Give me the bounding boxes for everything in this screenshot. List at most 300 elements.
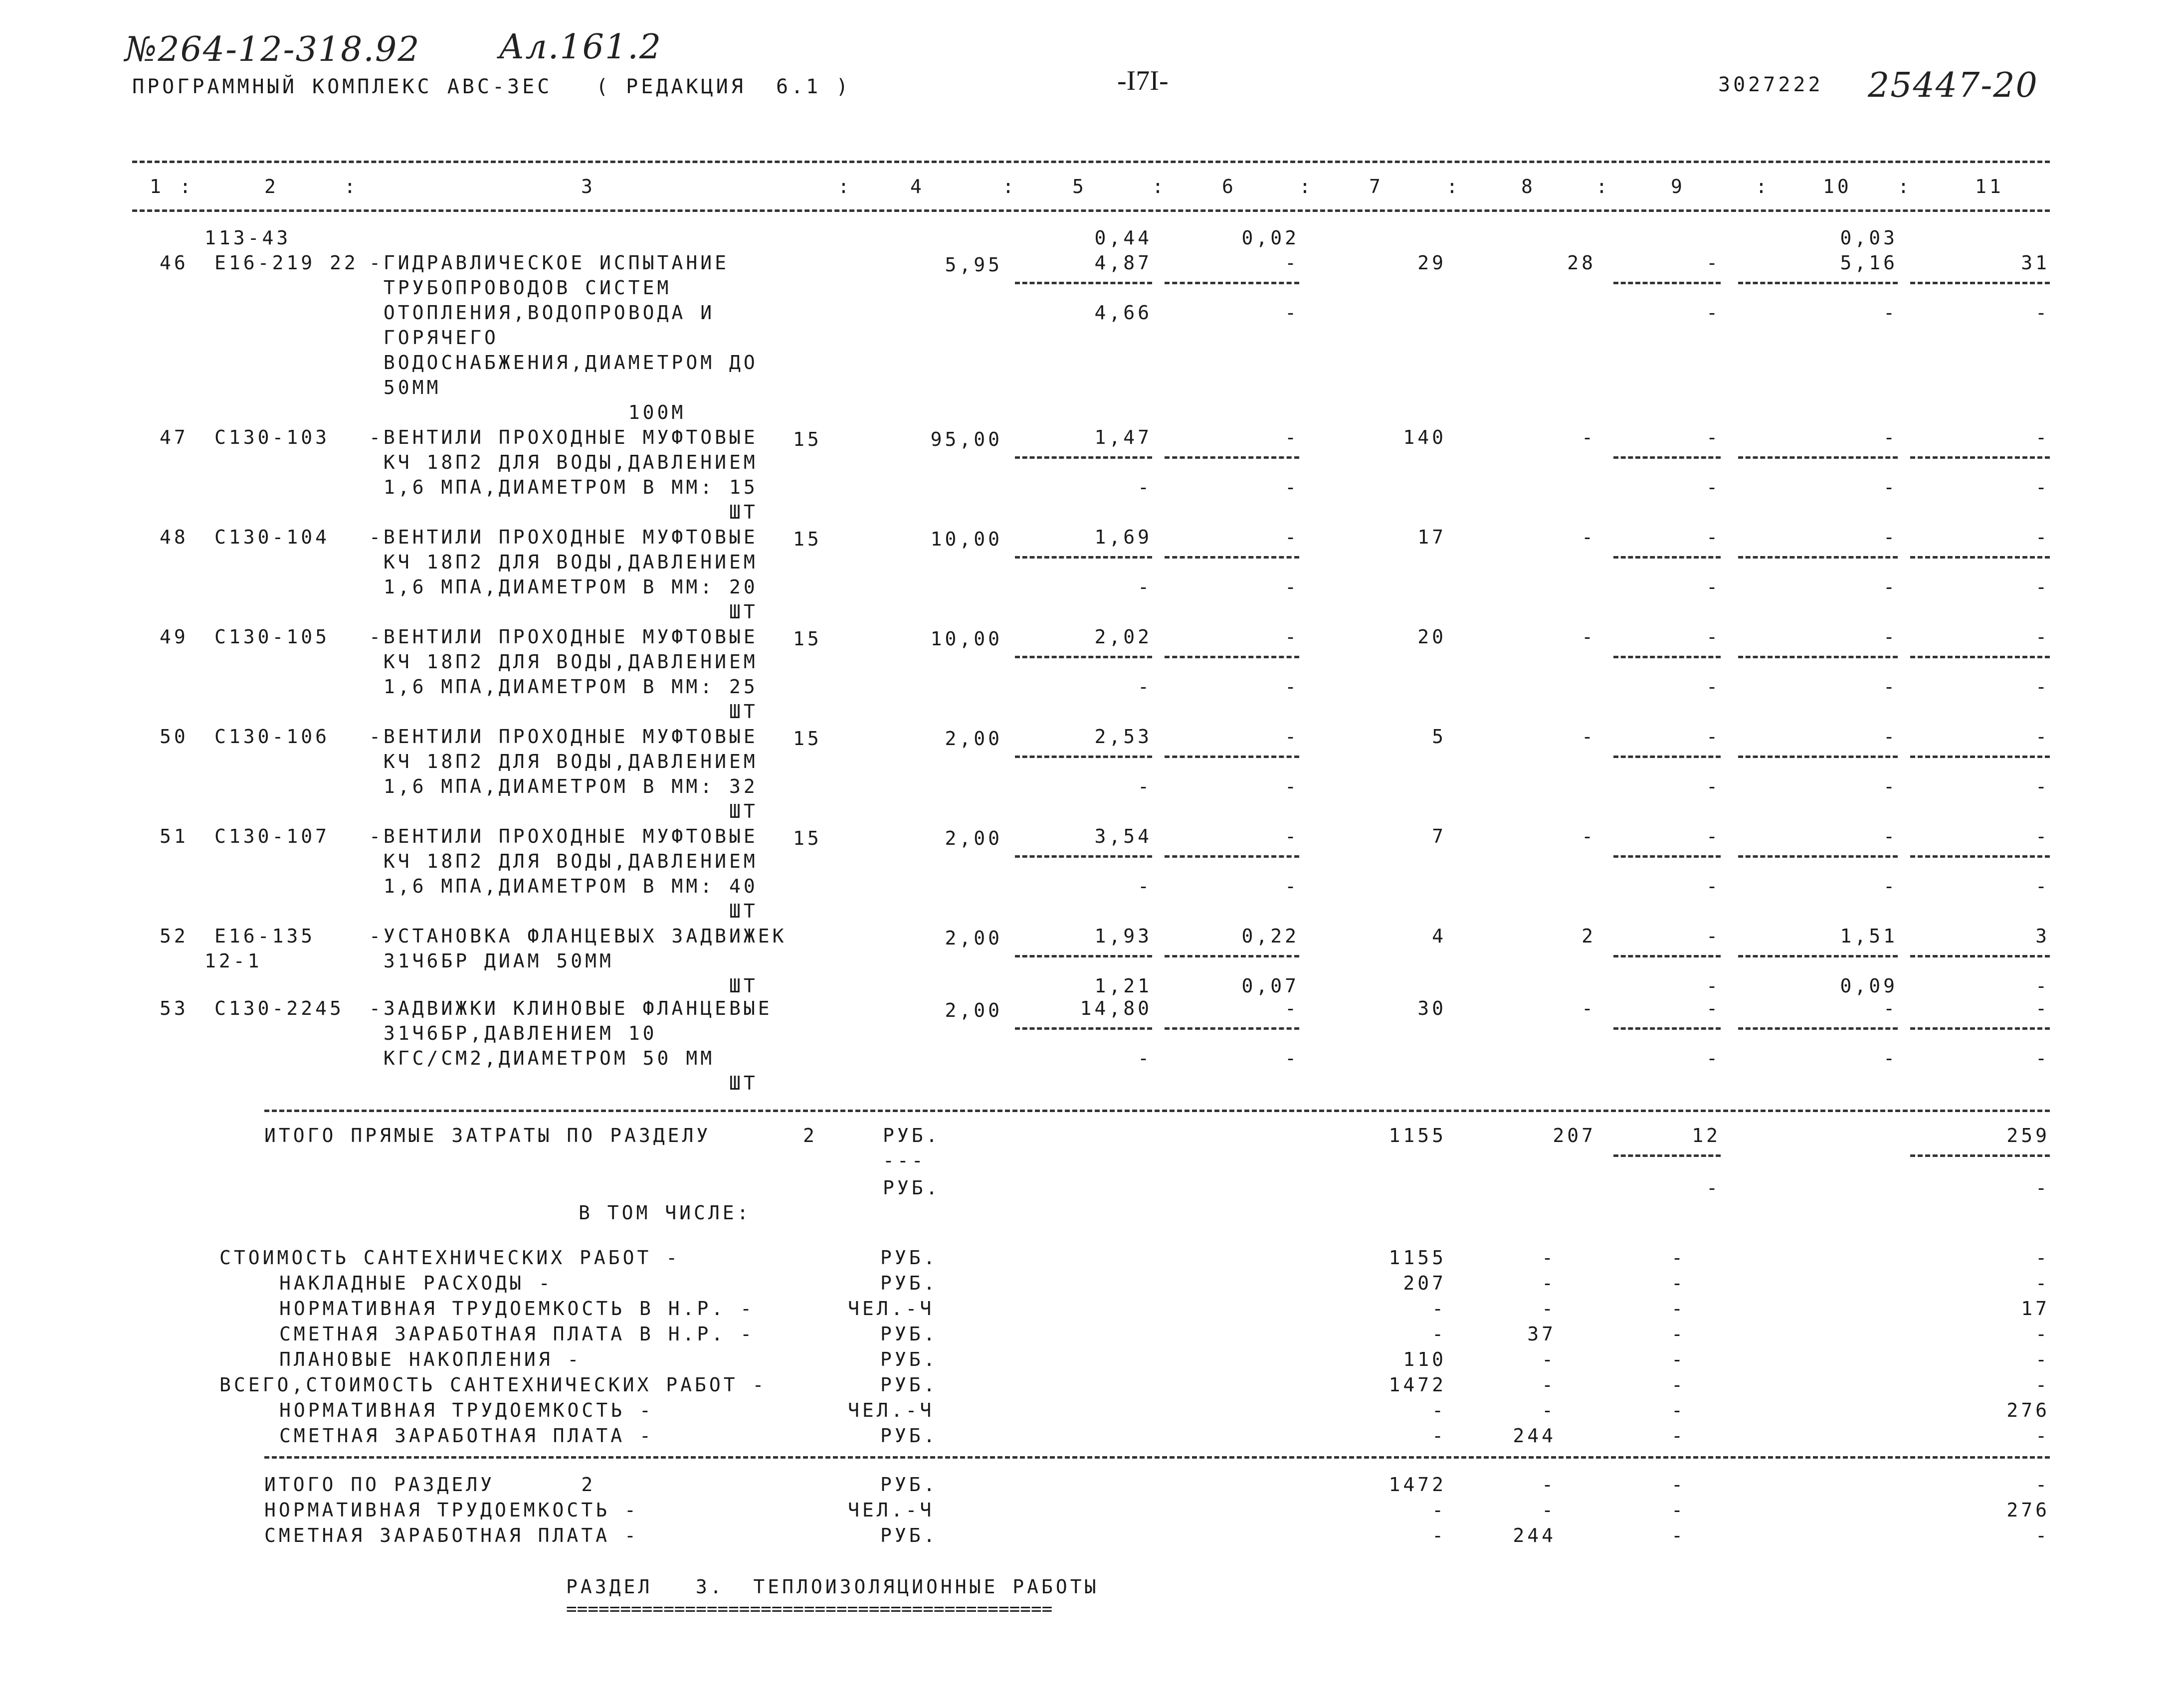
- row-number: 50: [160, 726, 189, 748]
- item-unit-count: 15: [793, 827, 822, 849]
- summary-c8: -: [1542, 1399, 1556, 1421]
- handwritten-code: 25447-20: [1868, 66, 2038, 105]
- item-description-line: 1,6 МПА,ДИАМЕТРОМ В ММ: 40: [369, 875, 758, 897]
- top-rule: [132, 161, 2050, 163]
- c11-value: -: [2035, 825, 2050, 847]
- c7-value: 4: [1432, 925, 1446, 947]
- item-description-line: КЧ 18П2 ДЛЯ ВОДЫ,ДАВЛЕНИЕМ: [369, 451, 758, 473]
- column-separator: :: [344, 176, 359, 197]
- c9-value-lower: -: [1706, 302, 1721, 324]
- summary-c8: 244: [1513, 1425, 1556, 1447]
- sub-rule: [1738, 456, 1898, 459]
- summary-unit: ЧЕЛ.-Ч: [848, 1298, 935, 1320]
- c9-value-lower: -: [1706, 975, 1721, 997]
- item-code-continuation: 12-1: [204, 950, 262, 972]
- sub-rule: [1910, 756, 2050, 758]
- summary-c7: 110: [1403, 1348, 1446, 1370]
- summary-c11: 276: [2006, 1399, 2050, 1421]
- summary-unit: ЧЕЛ.-Ч: [848, 1399, 935, 1421]
- item-description-line: КЧ 18П2 ДЛЯ ВОДЫ,ДАВЛЕНИЕМ: [369, 751, 758, 772]
- quantity-value: 2,00: [945, 927, 1002, 949]
- c9-value-lower: -: [1706, 1047, 1721, 1069]
- c10-value-lower: -: [1883, 875, 1898, 897]
- sub-rule: [1613, 955, 1721, 957]
- c9-value-lower: -: [1706, 676, 1721, 698]
- sub-rule: [1613, 282, 1721, 284]
- c10-value: -: [1883, 997, 1898, 1019]
- total-direct-c8: 207: [1553, 1125, 1596, 1146]
- column-header-6: 6: [1222, 176, 1236, 197]
- summary-c8: -: [1542, 1247, 1556, 1269]
- quantity-value: 2,00: [945, 827, 1002, 849]
- column-header-4: 4: [910, 176, 925, 197]
- sub-rule: [1738, 855, 1898, 858]
- sub-rule: [1738, 756, 1898, 758]
- row-number: 47: [160, 426, 189, 448]
- c7-value: 20: [1417, 626, 1446, 648]
- c6-value-lower: -: [1285, 676, 1299, 698]
- item-description-line: 1,6 МПА,ДИАМЕТРОМ В ММ: 32: [369, 775, 758, 797]
- total-direct-dash: ---: [883, 1149, 926, 1171]
- column-separator: :: [838, 176, 852, 197]
- c6-value-lower: -: [1285, 302, 1299, 324]
- program-title: ПРОГРАММНЫЙ КОМПЛЕКС АВС-3ЕС: [132, 75, 553, 98]
- row-number: 46: [160, 252, 189, 274]
- column-separator: :: [1446, 176, 1461, 197]
- sub-rule: [1910, 1027, 2050, 1030]
- item-description-line: -ЗАДВИЖКИ КЛИНОВЫЕ ФЛАНЦЕВЫЕ: [369, 997, 773, 1019]
- section-total-unit: ЧЕЛ.-Ч: [848, 1499, 935, 1521]
- summary-unit: РУБ.: [880, 1374, 938, 1396]
- c8-value: -: [1582, 626, 1596, 648]
- column-separator: :: [1898, 176, 1912, 197]
- column-header-8: 8: [1521, 176, 1536, 197]
- c7-value: 7: [1432, 825, 1446, 847]
- c10-value-lower: -: [1883, 775, 1898, 797]
- c8-value: 28: [1567, 252, 1596, 274]
- c9-value: -: [1706, 726, 1721, 748]
- c10-value: -: [1883, 526, 1898, 548]
- item-description-line: ШТ: [369, 975, 758, 997]
- sub-rule: [1613, 456, 1721, 459]
- item-description-line: КГС/СМ2,ДИАМЕТРОМ 50 ММ: [369, 1047, 715, 1069]
- c6-value: -: [1285, 426, 1299, 448]
- sub-rule: [1015, 656, 1152, 658]
- section-total-c8: -: [1542, 1474, 1556, 1496]
- c11-value-lower: -: [2035, 875, 2050, 897]
- column-separator: :: [1002, 176, 1017, 197]
- c6-value: -: [1285, 997, 1299, 1019]
- section-total-unit: РУБ.: [880, 1474, 938, 1496]
- c11-value: 31: [2021, 252, 2050, 274]
- section-total-label: ИТОГО ПО РАЗДЕЛУ 2: [264, 1474, 596, 1496]
- c6-value-lower: 0,07: [1241, 975, 1299, 997]
- summary-c9: -: [1671, 1272, 1686, 1294]
- summary-unit: РУБ.: [880, 1272, 938, 1294]
- c6-value-lower: -: [1285, 576, 1299, 598]
- edition-label: ( РЕДАКЦИЯ 6.1 ): [596, 75, 851, 98]
- summary-label: ПЛАНОВЫЕ НАКОПЛЕНИЯ -: [279, 1348, 582, 1370]
- c7-value: 140: [1403, 426, 1446, 448]
- c10-value-lower: -: [1883, 1047, 1898, 1069]
- sub-rule: [1165, 855, 1299, 858]
- c6-value: -: [1285, 526, 1299, 548]
- c7-value: 29: [1417, 252, 1446, 274]
- c6-value-lower: -: [1285, 1047, 1299, 1069]
- c10-value: 5,16: [1840, 252, 1898, 274]
- row-number: 53: [160, 997, 189, 1019]
- quantity-value: 10,00: [930, 628, 1002, 650]
- item-description-line: 31Ч6БР,ДАВЛЕНИЕМ 10: [369, 1022, 657, 1044]
- c5-value: 2,02: [1094, 626, 1152, 648]
- summary-c9: -: [1671, 1399, 1686, 1421]
- c5-value: 4,87: [1094, 252, 1152, 274]
- item-description-line: -ВЕНТИЛИ ПРОХОДНЫЕ МУФТОВЫЕ: [369, 526, 758, 548]
- summary-c11: -: [2035, 1247, 2050, 1269]
- c10-value: -: [1883, 626, 1898, 648]
- summary-c11: -: [2035, 1323, 2050, 1345]
- sub-rule: [1910, 955, 2050, 957]
- sub-rule: [1165, 756, 1299, 758]
- c6-value: -: [1285, 252, 1299, 274]
- item-description-line: ОТОПЛЕНИЯ,ВОДОПРОВОДА И: [369, 302, 715, 324]
- c8-value: 2: [1582, 925, 1596, 947]
- summary-c11: -: [2035, 1425, 2050, 1447]
- column-header-2: 2: [264, 176, 279, 197]
- sub-rule: [1738, 1027, 1898, 1030]
- item-unit-count: 15: [793, 528, 822, 550]
- c5-value: 3,54: [1094, 825, 1152, 847]
- c10-value: 0,03: [1840, 227, 1898, 249]
- row-number: 52: [160, 925, 189, 947]
- c11-value: -: [2035, 726, 2050, 748]
- c5-value: 2,53: [1094, 726, 1152, 748]
- column-separator: :: [1299, 176, 1314, 197]
- item-code: С130-104: [214, 526, 330, 548]
- c5-value-lower: -: [1138, 576, 1152, 598]
- sub-rule: [1015, 955, 1152, 957]
- sub-rule: [1910, 556, 2050, 559]
- section-total-c7: -: [1432, 1524, 1446, 1546]
- summary-c11: -: [2035, 1272, 2050, 1294]
- c9-value: -: [1706, 252, 1721, 274]
- c5-value-lower: 1,21: [1094, 975, 1152, 997]
- section-total-c7: 1472: [1388, 1474, 1446, 1496]
- c10-value: -: [1883, 825, 1898, 847]
- c10-value: -: [1883, 426, 1898, 448]
- quantity-value: 5,95: [945, 254, 1002, 276]
- summary-label: НАКЛАДНЫЕ РАСХОДЫ -: [279, 1272, 553, 1294]
- item-code: С130-106: [214, 726, 330, 748]
- c10-value: 1,51: [1840, 925, 1898, 947]
- c7-value: 17: [1417, 526, 1446, 548]
- c10-value: -: [1883, 726, 1898, 748]
- c9-value: -: [1706, 825, 1721, 847]
- summary-c7: 1472: [1388, 1374, 1446, 1396]
- item-description-line: -ВЕНТИЛИ ПРОХОДНЫЕ МУФТОВЫЕ: [369, 825, 758, 847]
- sub-rule: [1165, 955, 1299, 957]
- c9-value: -: [1706, 997, 1721, 1019]
- c11-value-lower: -: [2035, 1047, 2050, 1069]
- sub-rule: [1165, 1027, 1299, 1030]
- total-direct-c7: 1155: [1388, 1125, 1446, 1146]
- summary-c9: -: [1671, 1298, 1686, 1320]
- column-header-3: 3: [581, 176, 595, 197]
- section-total-c8: -: [1542, 1499, 1556, 1521]
- c11-value-lower: -: [2035, 975, 2050, 997]
- column-header-9: 9: [1671, 176, 1685, 197]
- summary-unit: РУБ.: [880, 1425, 938, 1447]
- summary-c8: -: [1542, 1348, 1556, 1370]
- sub-rule: [1613, 756, 1721, 758]
- column-header-7: 7: [1369, 176, 1384, 197]
- quantity-value: 2,00: [945, 728, 1002, 750]
- section-total-label: НОРМАТИВНАЯ ТРУДОЕМКОСТЬ -: [264, 1499, 639, 1521]
- summary-c8: -: [1542, 1272, 1556, 1294]
- c7-value: 5: [1432, 726, 1446, 748]
- item-description-line: -УСТАНОВКА ФЛАНЦЕВЫХ ЗАДВИЖЕК: [369, 925, 787, 947]
- item-code: С130-107: [214, 825, 330, 847]
- c10-value-lower: 0,09: [1840, 975, 1898, 997]
- handwritten-doc-number: №264-12-318.92: [125, 30, 420, 69]
- sub-rule: [1910, 282, 2050, 284]
- item-code: С130-103: [214, 426, 330, 448]
- sub-rule: [1165, 456, 1299, 459]
- c11-value: -: [2035, 526, 2050, 548]
- sub-rule: [1613, 656, 1721, 658]
- section-total-c11: 276: [2006, 1499, 2050, 1521]
- section-total-c11: -: [2035, 1524, 2050, 1546]
- sub-rule: [1015, 282, 1152, 284]
- section-total-rule: [264, 1456, 2050, 1459]
- item-description-line: ШТ: [369, 701, 758, 723]
- c5-value-lower: -: [1138, 676, 1152, 698]
- item-code: С130-2245: [214, 997, 344, 1019]
- sub-rule: [1015, 855, 1152, 858]
- summary-unit: РУБ.: [880, 1247, 938, 1269]
- item-description-line: ШТ: [369, 1072, 758, 1094]
- totals-rule: [264, 1110, 2050, 1112]
- sub-rule: [1165, 282, 1299, 284]
- next-section-underline: =============================================: [566, 1599, 1053, 1619]
- c11-value: 3: [2035, 925, 2050, 947]
- item-description-line: 50ММ: [369, 377, 441, 398]
- c11-value-lower: -: [2035, 775, 2050, 797]
- sub-rule: [1910, 1154, 2050, 1157]
- c9-value: -: [1706, 426, 1721, 448]
- item-code: Е16-135: [214, 925, 316, 947]
- item-unit-count: 15: [793, 428, 822, 450]
- summary-c9: -: [1671, 1425, 1686, 1447]
- sub-rule: [1015, 1027, 1152, 1030]
- section-total-unit: РУБ.: [880, 1524, 938, 1546]
- item-description-line: ШТ: [369, 800, 758, 822]
- c8-value: -: [1582, 825, 1596, 847]
- c11-value-lower: -: [2035, 676, 2050, 698]
- item-code: Е16-219 22: [214, 252, 359, 274]
- summary-c9: -: [1671, 1348, 1686, 1370]
- item-description-line: 1,6 МПА,ДИАМЕТРОМ В ММ: 15: [369, 476, 758, 498]
- item-description-line: ВОДОСНАБЖЕНИЯ,ДИАМЕТРОМ ДО: [369, 352, 758, 374]
- sub-rule: [1165, 656, 1299, 658]
- sub-rule: [1613, 1154, 1721, 1157]
- summary-unit: РУБ.: [880, 1348, 938, 1370]
- next-section-heading: РАЗДЕЛ 3. ТЕПЛОИЗОЛЯЦИОННЫЕ РАБОТЫ: [566, 1576, 1099, 1598]
- item-code: 113-43: [204, 227, 291, 249]
- c5-value: 1,93: [1094, 925, 1152, 947]
- section-total-c9: -: [1671, 1474, 1686, 1496]
- c11-value: -: [2035, 426, 2050, 448]
- item-description-line: 100М: [369, 401, 686, 423]
- c5-value-lower: -: [1138, 875, 1152, 897]
- total-direct-c11-lower: -: [2035, 1177, 2050, 1199]
- c11-value-lower: -: [2035, 476, 2050, 498]
- c5-value: 0,44: [1094, 227, 1152, 249]
- total-direct-c9: 12: [1692, 1125, 1721, 1146]
- c6-value-lower: -: [1285, 476, 1299, 498]
- c8-value: -: [1582, 526, 1596, 548]
- summary-unit: РУБ.: [880, 1323, 938, 1345]
- summary-label: СТОИМОСТЬ САНТЕХНИЧЕСКИХ РАБОТ -: [219, 1247, 681, 1269]
- c6-value: 0,02: [1241, 227, 1299, 249]
- item-description-line: -ВЕНТИЛИ ПРОХОДНЫЕ МУФТОВЫЕ: [369, 426, 758, 448]
- column-separator: :: [1596, 176, 1610, 197]
- c9-value: -: [1706, 925, 1721, 947]
- sub-rule: [1910, 656, 2050, 658]
- c9-value: -: [1706, 626, 1721, 648]
- sub-rule: [1910, 456, 2050, 459]
- c11-value: -: [2035, 626, 2050, 648]
- summary-label: СМЕТНАЯ ЗАРАБОТНАЯ ПЛАТА В Н.Р. -: [279, 1323, 755, 1345]
- summary-c7: -: [1432, 1425, 1446, 1447]
- c9-value: -: [1706, 526, 1721, 548]
- sub-rule: [1738, 656, 1898, 658]
- item-description-line: 1,6 МПА,ДИАМЕТРОМ В ММ: 25: [369, 676, 758, 698]
- sub-rule: [1165, 556, 1299, 559]
- c9-value-lower: -: [1706, 476, 1721, 498]
- sub-rule: [1910, 855, 2050, 858]
- item-description-line: ШТ: [369, 601, 758, 623]
- total-direct-section: 2: [803, 1125, 817, 1146]
- c5-value-lower: 4,66: [1094, 302, 1152, 324]
- section-total-label: СМЕТНАЯ ЗАРАБОТНАЯ ПЛАТА -: [264, 1524, 639, 1546]
- sub-rule: [1738, 556, 1898, 559]
- item-description-line: КЧ 18П2 ДЛЯ ВОДЫ,ДАВЛЕНИЕМ: [369, 551, 758, 573]
- summary-c8: 37: [1527, 1323, 1556, 1345]
- c11-value-lower: -: [2035, 576, 2050, 598]
- row-number: 48: [160, 526, 189, 548]
- item-unit-count: 15: [793, 628, 822, 650]
- summary-c7: -: [1432, 1399, 1446, 1421]
- column-separator: :: [180, 176, 194, 197]
- page-number: -I7I-: [1117, 65, 1169, 96]
- summary-c8: -: [1542, 1374, 1556, 1396]
- summary-c7: 207: [1403, 1272, 1446, 1294]
- summary-c11: -: [2035, 1348, 2050, 1370]
- section-total-c7: -: [1432, 1499, 1446, 1521]
- c11-value-lower: -: [2035, 302, 2050, 324]
- item-description-line: КЧ 18П2 ДЛЯ ВОДЫ,ДАВЛЕНИЕМ: [369, 850, 758, 872]
- item-description-line: ШТ: [369, 501, 758, 523]
- summary-label: НОРМАТИВНАЯ ТРУДОЕМКОСТЬ В Н.Р. -: [279, 1298, 755, 1320]
- header-bottom-rule: [132, 209, 2050, 212]
- c10-value-lower: -: [1883, 676, 1898, 698]
- c10-value-lower: -: [1883, 476, 1898, 498]
- c7-value: 30: [1417, 997, 1446, 1019]
- c5-value: 1,69: [1094, 526, 1152, 548]
- column-header-10: 10: [1823, 176, 1852, 197]
- c6-value-lower: -: [1285, 875, 1299, 897]
- c5-value-lower: -: [1138, 1047, 1152, 1069]
- item-description-line: ШТ: [369, 900, 758, 922]
- summary-c7: -: [1432, 1298, 1446, 1320]
- section-total-c8: 244: [1513, 1524, 1556, 1546]
- including-label: В ТОМ ЧИСЛЕ:: [579, 1202, 752, 1224]
- c9-value-lower: -: [1706, 775, 1721, 797]
- column-header-5: 5: [1072, 176, 1087, 197]
- item-description-line: -ВЕНТИЛИ ПРОХОДНЫЕ МУФТОВЫЕ: [369, 626, 758, 648]
- summary-c9: -: [1671, 1247, 1686, 1269]
- c9-value-lower: -: [1706, 576, 1721, 598]
- c6-value: -: [1285, 726, 1299, 748]
- row-number: 49: [160, 626, 189, 648]
- quantity-value: 95,00: [930, 428, 1002, 450]
- section-total-c9: -: [1671, 1524, 1686, 1546]
- c6-value-lower: -: [1285, 775, 1299, 797]
- row-number: 51: [160, 825, 189, 847]
- summary-label: ВСЕГО,СТОИМОСТЬ САНТЕХНИЧЕСКИХ РАБОТ -: [219, 1374, 767, 1396]
- sub-rule: [1738, 282, 1898, 284]
- sub-rule: [1015, 456, 1152, 459]
- document-code: 3027222: [1718, 73, 1823, 96]
- summary-label: СМЕТНАЯ ЗАРАБОТНАЯ ПЛАТА -: [279, 1425, 654, 1447]
- summary-label: НОРМАТИВНАЯ ТРУДОЕМКОСТЬ -: [279, 1399, 654, 1421]
- sub-rule: [1613, 855, 1721, 858]
- item-description-line: 31Ч6БР ДИАМ 50ММ: [369, 950, 614, 972]
- summary-c11: 17: [2021, 1298, 2050, 1320]
- item-unit-count: 15: [793, 728, 822, 750]
- c8-value: -: [1582, 726, 1596, 748]
- c11-value: -: [2035, 997, 2050, 1019]
- quantity-value: 10,00: [930, 528, 1002, 550]
- section-total-c9: -: [1671, 1499, 1686, 1521]
- item-description-line: -ГИДРАВЛИЧЕСКОЕ ИСПЫТАНИЕ: [369, 252, 729, 274]
- total-direct-c9-lower: -: [1706, 1177, 1721, 1199]
- item-description-line: ГОРЯЧЕГО: [369, 327, 499, 349]
- c5-value: 14,80: [1080, 997, 1152, 1019]
- c9-value-lower: -: [1706, 875, 1721, 897]
- c8-value: -: [1582, 426, 1596, 448]
- column-separator: :: [1152, 176, 1167, 197]
- item-description-line: КЧ 18П2 ДЛЯ ВОДЫ,ДАВЛЕНИЕМ: [369, 651, 758, 673]
- summary-c11: -: [2035, 1374, 2050, 1396]
- summary-c7: 1155: [1388, 1247, 1446, 1269]
- c5-value-lower: -: [1138, 775, 1152, 797]
- column-header-11: 11: [1975, 176, 2004, 197]
- total-direct-unit: РУБ.: [883, 1125, 941, 1146]
- summary-c9: -: [1671, 1374, 1686, 1396]
- sub-rule: [1015, 556, 1152, 559]
- column-separator: :: [1756, 176, 1770, 197]
- section-total-c11: -: [2035, 1474, 2050, 1496]
- c10-value-lower: -: [1883, 302, 1898, 324]
- c6-value: 0,22: [1241, 925, 1299, 947]
- item-description-line: -ВЕНТИЛИ ПРОХОДНЫЕ МУФТОВЫЕ: [369, 726, 758, 748]
- c6-value: -: [1285, 626, 1299, 648]
- total-direct-c11: 259: [2006, 1125, 2050, 1146]
- c5-value: 1,47: [1094, 426, 1152, 448]
- sub-rule: [1613, 1027, 1721, 1030]
